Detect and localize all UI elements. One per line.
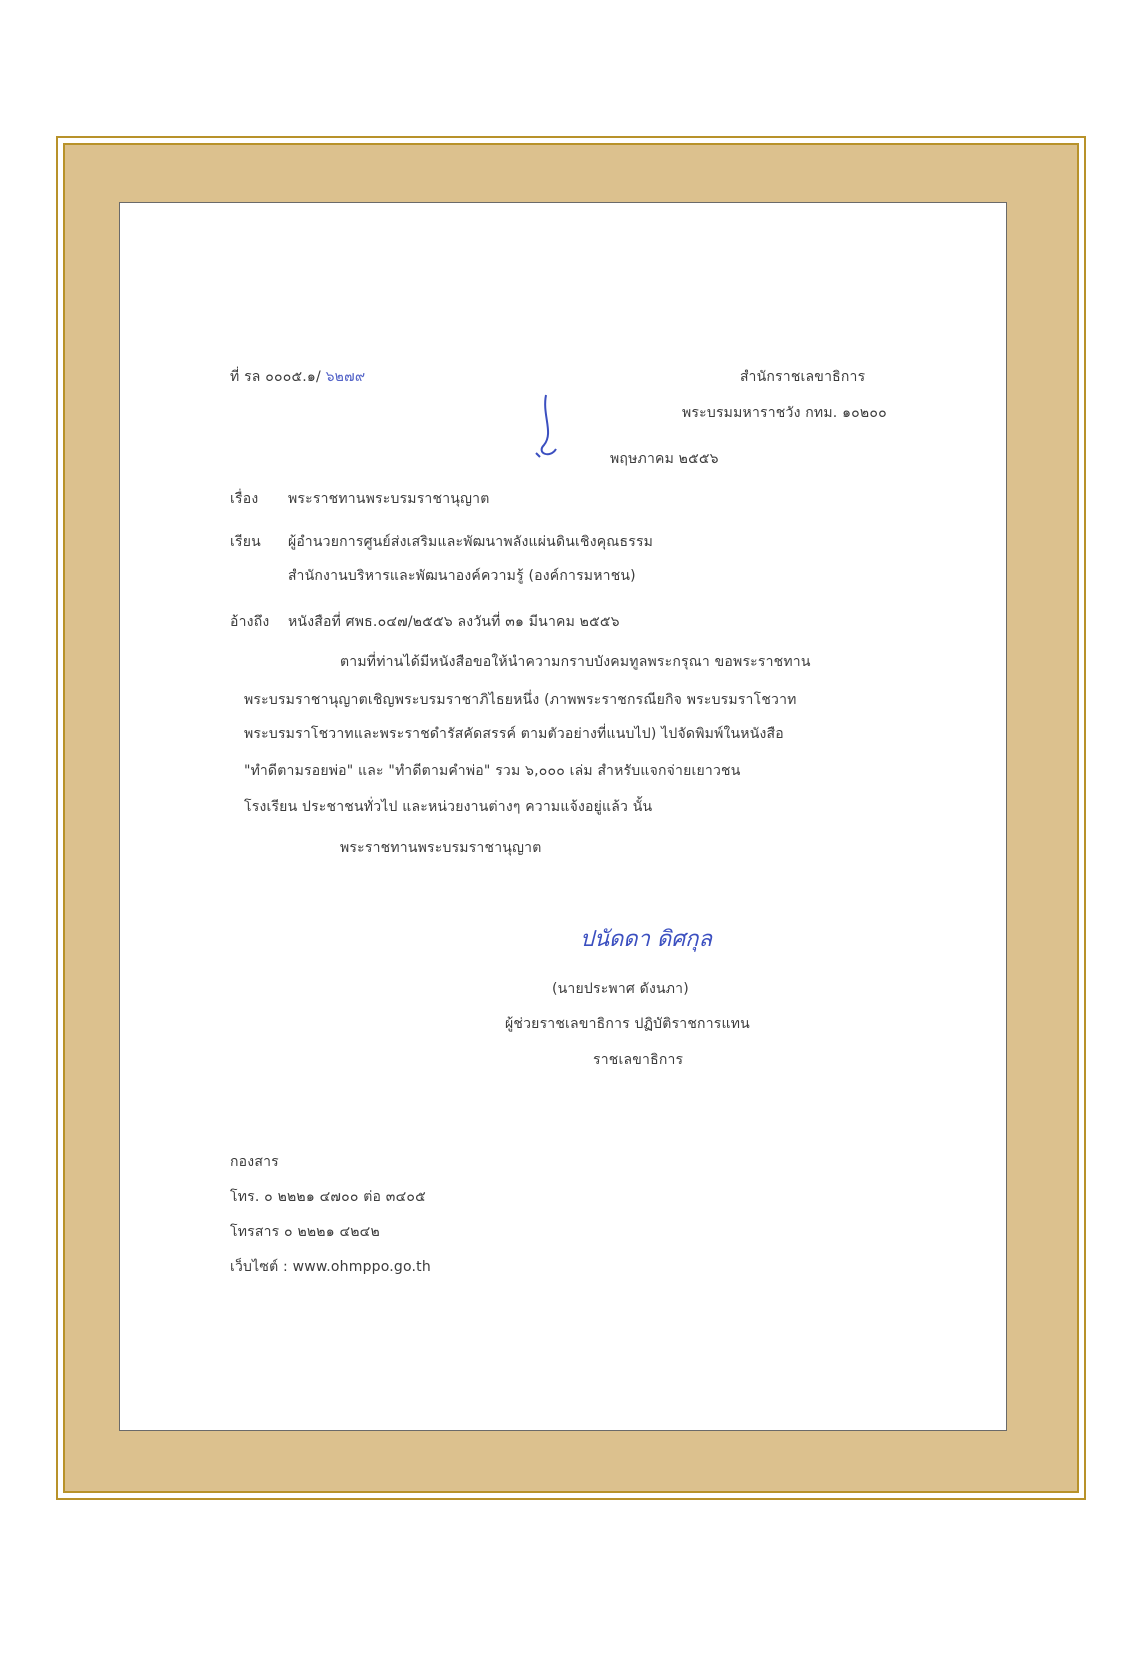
office-address: พระบรมมหาราชวัง กทม. ๑๐๒๐๐ — [682, 405, 887, 421]
body-line-3: พระบรมราโชวาทและพระราชดำรัสคัดสรรค์ ตามตัวอย่างที่แนบไป) ไปจัดพิมพ์ในหนังสือ — [244, 726, 784, 742]
letter-page — [119, 202, 1007, 1431]
recipient-line-1: ผู้อำนวยการศูนย์ส่งเสริมและพัฒนาพลังแผ่นดินเชิงคุณธรรม — [288, 534, 654, 550]
body-line-4: "ทำดีตามรอยพ่อ" และ "ทำดีตามคำพ่อ" รวม ๖,๐๐๐ เล่ม สำหรับแจกจ่ายเยาวชน — [244, 763, 741, 779]
reference-prefix: ที่ รล — [230, 369, 261, 385]
reference-text: หนังสือที่ ศพธ.๐๔๗/๒๕๕๖ ลงวันที่ ๓๑ มีนาคม ๒๕๕๖ — [288, 614, 620, 630]
body-line-2: พระบรมราชานุญาตเชิญพระบรมราชาภิไธยหนึ่ง (ภาพพระราชกรณียกิจ พระบรมราโชวาท — [244, 692, 797, 708]
letter-date: พฤษภาคม ๒๕๕๖ — [610, 451, 719, 467]
signer-name: (นายประพาศ ดังนภา) — [552, 981, 689, 997]
fax-number: โทรสาร ๐ ๒๒๒๑ ๔๒๔๒ — [230, 1224, 380, 1240]
recipient-label: เรียน — [230, 534, 261, 550]
subject-text: พระราชทานพระบรมราชานุญาต — [288, 491, 490, 507]
signer-title: ผู้ช่วยราชเลขาธิการ ปฏิบัติราชการแทน — [505, 1016, 750, 1032]
signer-office: ราชเลขาธิการ — [593, 1052, 684, 1068]
division-name: กองสาร — [230, 1154, 279, 1170]
signature: ปนัดดา ดิศกุล — [580, 927, 712, 952]
reference-number: ๐๐๐๕.๑/ — [265, 369, 321, 385]
body-line-5: โรงเรียน ประชาชนทั่วไป และหน่วยงานต่างๆ ความแจ้งอยู่แล้ว นั้น — [244, 799, 653, 815]
granted-statement: พระราชทานพระบรมราชานุญาต — [340, 840, 542, 856]
reference-handwritten: ๖๒๗๙ — [325, 369, 366, 385]
reference-label: อ้างถึง — [230, 614, 270, 630]
body-line-1: ตามที่ท่านได้มีหนังสือขอให้นำความกราบบังคมทูลพระกรุณา ขอพระราชทาน — [340, 654, 811, 670]
reference-number-line — [230, 366, 365, 388]
website: เว็บไซต์ : www.ohmppo.go.th — [230, 1259, 431, 1275]
phone-number: โทร. ๐ ๒๒๒๑ ๔๗๐๐ ต่อ ๓๔๐๕ — [230, 1189, 426, 1205]
recipient-line-2: สำนักงานบริหารและพัฒนาองค์ความรู้ (องค์การมหาชน) — [288, 568, 636, 584]
office-name: สำนักราชเลขาธิการ — [740, 369, 866, 385]
subject-label: เรื่อง — [230, 491, 259, 507]
handwritten-initial-mark — [532, 393, 572, 463]
